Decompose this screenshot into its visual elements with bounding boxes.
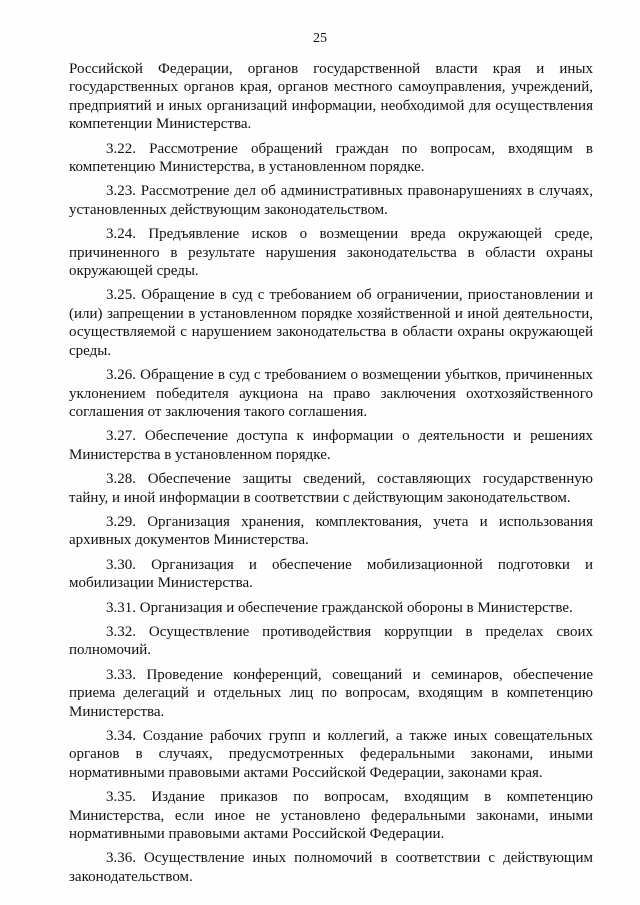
paragraph-3-24: 3.24. Предъявление исков о возмещении вреда окружающей среде, причиненного в результате нарушения законодательства в области охраны окружающей среды.: [69, 226, 593, 280]
paragraph-3-27: 3.27. Обеспечение доступа к информации о деятельности и решениях Министерства в установленном порядке.: [69, 428, 593, 463]
paragraph-3-31: 3.31. Организация и обеспечение гражданской обороны в Министерстве.: [106, 599, 573, 616]
paragraph-3-22: 3.22. Рассмотрение обращений граждан по вопросам, входящим в компетенцию Министерства, в установленном порядке.: [69, 140, 593, 176]
paragraph-3-32: 3.32. Осуществление противодействия коррупции в пределах своих полномочий.: [69, 623, 593, 659]
paragraph-3-29: 3.29. Организация хранения, комплектования, учета и использования архивных документов Министерства.: [69, 513, 593, 549]
paragraph-3-35: 3.35. Издание приказов по вопросам, входящим в компетенцию Министерства, если иное не установлено федеральными законами, иными нормативными правовыми актами Российской Федерации.: [69, 789, 593, 843]
paragraph-3-28: 3.28. Обеспечение защиты сведений, составляющих государственную тайну, и иной информации в соответствии с действующим законодательством.: [69, 471, 593, 506]
paragraph-3-26: 3.26. Обращение в суд с требованием о возмещении убытков, причиненных уклонением победителя аукциона на право заключения охотхозяйственного соглашения от заключения такого соглашения.: [69, 367, 593, 420]
paragraph-3-34: 3.34. Создание рабочих групп и коллегий, а также иных совещательных органов в случаях, предусмотренных федеральными законами, иными нормативными правовыми актами Российской Федерации, законами края.: [69, 728, 593, 781]
paragraph-3-33: 3.33. Проведение конференций, совещаний и семинаров, обеспечение приема делегаций и отдельных лиц по вопросам, входящим в компетенцию Министерства.: [69, 666, 593, 720]
paragraph-3-23: 3.23. Рассмотрение дел об административных правонарушениях в случаях, установленных действующим законодательством.: [69, 183, 593, 218]
paragraph-3-25: 3.25. Обращение в суд с требованием об ограничении, приостановлении и (или) запрещении в установленном порядке хозяйственной и иной деятельности, осуществляемой с нарушением законодательства в области охраны окружающей среды.: [69, 287, 593, 359]
page-number: 25: [313, 31, 327, 46]
document-body: [69, 60, 593, 892]
paragraph-3-30: 3.30. Организация и обеспечение мобилизационной подготовки и мобилизации Министерства.: [69, 556, 593, 592]
paragraph-3-36: 3.36. Осуществление иных полномочий в соответствии с действующим законодательством.: [69, 850, 593, 885]
paragraph-continuation: Российской Федерации, органов государственной власти края и иных государственных органов края, органов местного самоуправления, учреждений, предприятий и иных организаций информации, необходимой для осуществления компетенции Министерства.: [69, 61, 593, 133]
